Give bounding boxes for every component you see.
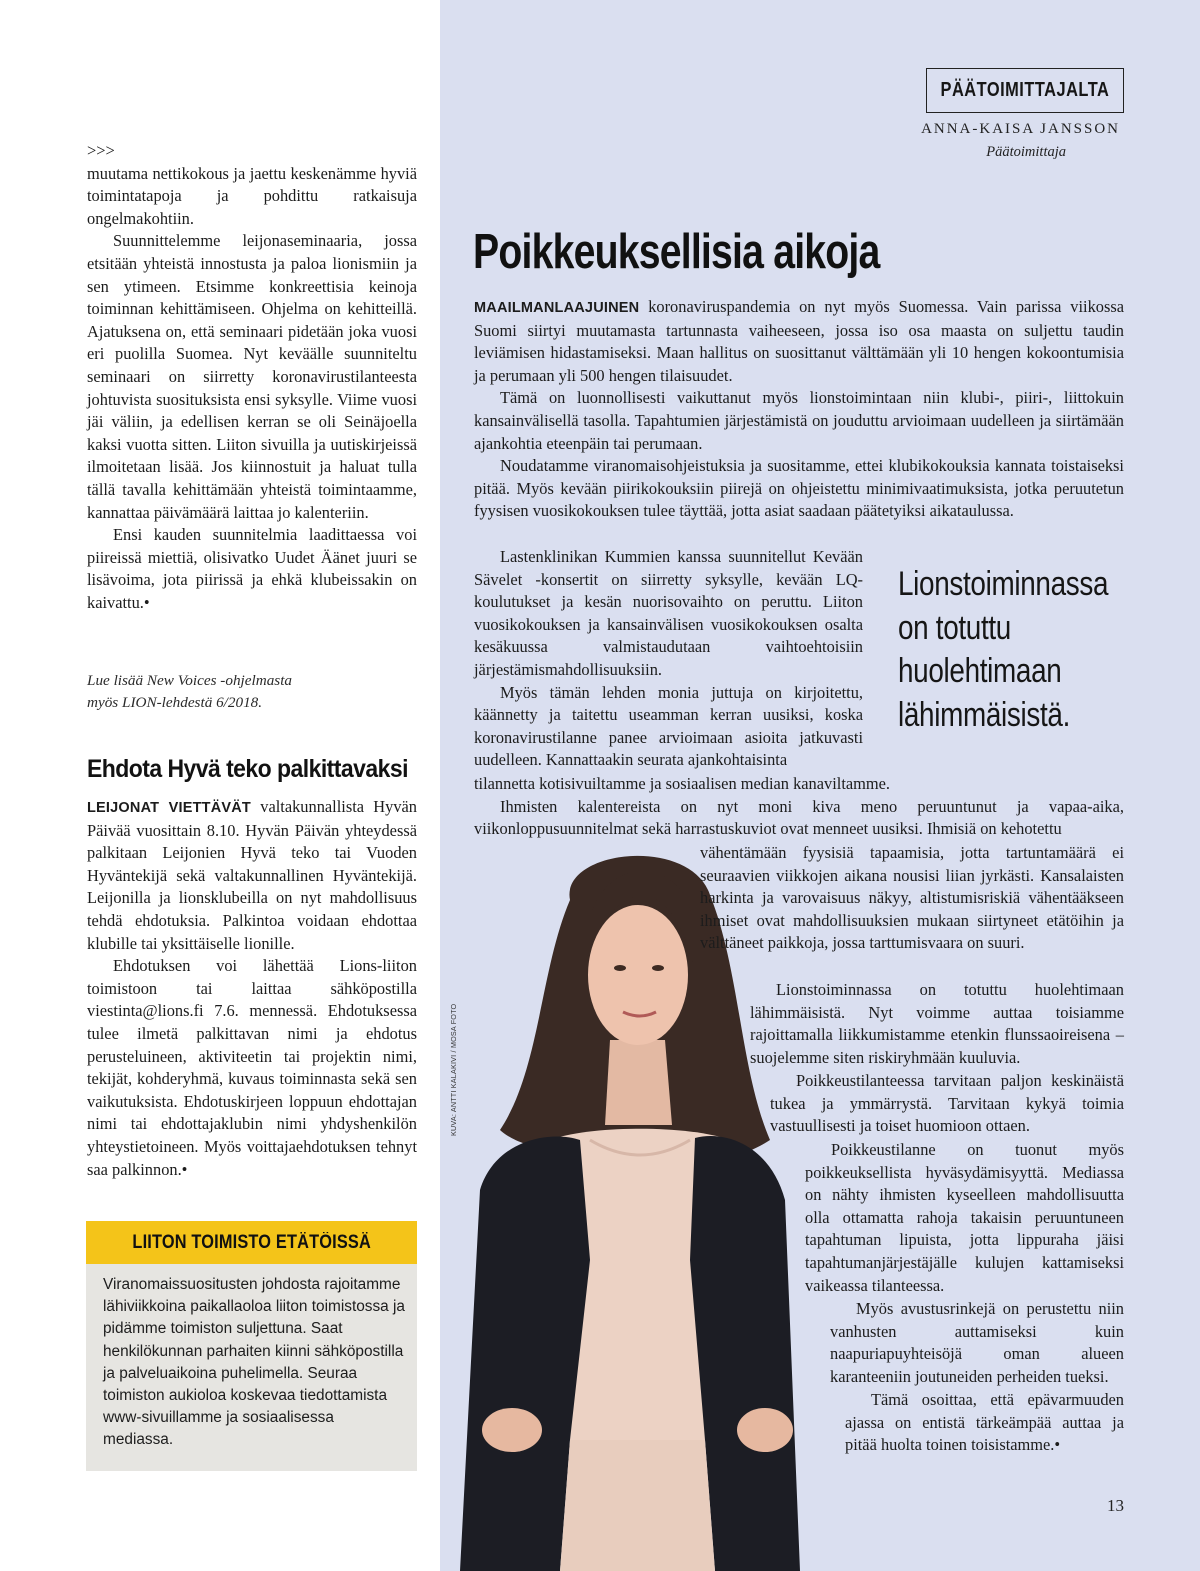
editorial-wrap-6 [845, 1389, 1124, 1457]
pull-quote-line-1: Lionstoiminnassa [898, 565, 1109, 603]
side-lead-caps: LEIJONAT VIETTÄVÄT [87, 800, 251, 816]
read-more-line-2: myös LION-lehdestä 6/2018. [87, 693, 263, 711]
continuation-marker: >>> [87, 141, 115, 160]
read-more-note [87, 670, 417, 713]
editorial-lead-caps: MAAILMANLAAJUINEN [474, 300, 640, 316]
editorial-wrap-4 [805, 1139, 1124, 1297]
editorial-paragraph-6b: vähentämään fyysisiä tapaamisia, jotta tartuntamäärä ei seuraavien viikkojen aikana nousisi liian jyrkästi. Kansalaisten harkinta ja varovaisuus näkyy, altistumisriskiä vähentääkseen ihmiset ovat mahdollisuuksien mukaan siirtyneet etätöihin ja välttäneet paikkoja, jossa tarttumisvaara on suuri. [700, 843, 1124, 953]
editorial-paragraph-11: Tämä osoittaa, että epävarmuuden ajassa on entistä tärkeämpää auttaa ja pitää huolta toinen toisistamme.• [845, 1390, 1124, 1455]
office-notice-title: LIITON TOIMISTO ETÄTÖISSÄ [86, 1221, 417, 1264]
office-notice-box [86, 1221, 417, 1471]
editorial-wrap-5 [830, 1298, 1124, 1388]
side-article-heading: Ehdota Hyvä teko palkittavaksi [87, 755, 408, 783]
editorial-paragraph-8: Poikkeustilanteessa tarvitaan paljon keskinäistä tukea ja ymmärrystä. Tarvitaan kykyä toimia vastuullisesti ja toiset huomioon ottaen. [770, 1071, 1124, 1136]
cont-paragraph-1: muutama nettikokous ja jaettu keskenämme hyviä toimintatapoja ja pohdittu ratkaisuja ongelmakohtiin. [87, 163, 417, 228]
pull-quote [898, 563, 1109, 737]
cont-paragraph-2: Suunnittelemme leijonaseminaaria, jossa etsitään yhteistä innostusta ja paloa lionismiin ja sen ytimeen. Etsimme konkreettisia keinoja toiminnan kehittämiseen. Ohjelma on kehitteillä. Ajatuksena on, että seminaari pidetään joka vuosi eri puolilla Suomea. Nyt keväälle suunniteltu seminaari on siirretty koronavirustilanteesta johtuvista suosituksista ensi syksylle. Viime vuosi jäi väliin, ja edellisen kerran se oli Seinäjoella kaksi vuotta sitten. Liiton sivuilla ja uutiskirjeissä ilmoitetaan lisää. Jos kiinnostuit ja haluat tulla tällä tavalla kehittämään yhteistä toimintaamme, kannattaa päivämäärä laittaa jo kalenteriin. [87, 231, 417, 522]
editorial-paragraph-2: Tämä on luonnollisesti vaikuttanut myös lionstoimintaan niin klubi-, piiri-, liittokuin kansainvälisellä tasolla. Tapahtumien järjestämistä on jouduttu arvioimaan uudelleen ja siirtämään ajankohtia eteenpäin tai perumaan. [474, 388, 1124, 453]
editorial-paragraph-6a: Ihmisten kalentereista on nyt moni kiva meno peruuntunut ja vapaa-aika, viikonloppusuunnitelmat sekä harrastuskuviot ovat menneet uusiksi. Ihmisiä on kehotettu [474, 796, 1124, 839]
author-name: ANNA-KAISA JANSSON [921, 121, 1120, 137]
continued-article [87, 140, 417, 614]
side-paragraph-1-text: valtakunnallista Hyvän Päivää vuosittain 8.10. Hyvän Päivän yhteydessä palkitaan Leijonien Hyvä teko tai Vuoden Hyväntekijä sekä valtakunnallinen Hyväntekijä. Leijonilla ja lionsklubeilla on nyt mahdollisuus tehdä ehdotuksia. Palkintoa voidaan ehdottaa klubille tai yksittäiselle lionille. [87, 797, 417, 953]
pull-quote-line-4: lähimmäisistä. [898, 695, 1071, 734]
editorial-wrap-1 [700, 842, 1124, 955]
editorial-paragraph-1 [474, 296, 1124, 387]
editorial-wrap-3 [770, 1070, 1124, 1138]
side-article-body [87, 796, 417, 1181]
editorial-paragraph-5-tail: tilannetta kotisivuiltamme ja sosiaalisen median kanaviltamme. [474, 774, 891, 793]
page-number: 13 [1107, 1496, 1124, 1515]
editorial-column-narrow [474, 546, 863, 772]
author-role: Päätoimittaja [986, 144, 1066, 160]
section-label: PÄÄTOIMITTAJALTA [926, 68, 1124, 113]
photo-credit: KUVA: ANTTI KALAKIVI / MOSA FOTO [449, 1003, 458, 1136]
editorial-paragraph-9: Poikkeustilanne on tuonut myös poikkeuksellista hyväsydämisyyttä. Mediassa on nähty ihmisten kyseelleen mahdollisuutta olla ottamatta rahoja takaisin peruuntuneen tapahtuman lipuista, jotta lippuraha jäisi tapahtumanjärjestäjälle kulujen kattamiseksi vaikeassa tilanteessa. [805, 1140, 1124, 1295]
editorial-paragraph-3: Noudatamme viranomaisohjeistuksia ja suositamme, ettei klubikokouksia kannata toistaiseksi pitää. Myös kevään piirikokouksiin piirejä on ohjeistettu minimivaatimuksista, jotka peruutetun fyysisen vuosikokouksen tulee täyttää, jotta asiat saadaan päätetyiksi aikataulussa. [474, 456, 1124, 521]
editorial-paragraph-5: Myös tämän lehden monia juttuja on kirjoitettu, käännetty ja taitettu useamman kerran uusiksi, koska koronavirustilanne panee arvioimaan asioita jatkuvasti uudelleen. Kannattaakin seurata ajankohtaisinta [474, 682, 863, 770]
editorial-intro [474, 296, 1124, 523]
editorial-paragraph-4: Lastenklinikan Kummien kanssa suunnitellut Kevään Sävelet -konsertit on siirretty syksylle, kevään LQ-koulutukset ja kesän nuorisovaihto on peruttu. Liiton vuosikokouksen ja kansainvälisen vuosikokouksen osalta kesäkuussa valmistaudutaan vaihtoehtoisiin järjestämismahdollisuuksiin. [474, 547, 863, 679]
editorial-wrap-2 [750, 979, 1124, 1069]
pull-quote-line-3: huolehtimaan [898, 652, 1062, 691]
side-paragraph-1 [87, 796, 417, 955]
left-column [0, 0, 440, 1571]
pull-quote-line-2: on totuttu [898, 608, 1011, 647]
editorial-paragraph-10: Myös avustusrinkejä on perustettu niin vanhusten auttamiseksi kuin naapuriapuyhteisöjä oman alueen karanteeniin joutuneiden perheiden tueksi. [830, 1299, 1124, 1386]
editorial-paragraph-1-text: koronaviruspandemia on nyt myös Suomessa. Vain parissa viikossa Suomi siirtyi muutamasta tartunnasta vaiheeseen, jossa iso osa maasta on suljettu taudin leviämisen hidastamiseksi. Maan hallitus on suosittanut välttämään yli 10 hengen kokoontumisia ja perumaan yli 500 hengen tilaisuudet. [474, 297, 1124, 385]
cont-paragraph-3: Ensi kauden suunnitelmia laadittaessa voi piireissä miettiä, olisivatko Uudet Äänet juuri se lisävoima, jota piirissä ja ehkä klubeissakin on kaivattu.• [87, 525, 417, 612]
editorial-paragraph-7: Lionstoiminnassa on totuttu huolehtimaan lähimmäisistä. Nyt voimme auttaa toisiamme rajoittamalla liikkumistamme etenkin flunssaoireisena – suojelemme siten riskiryhmään kuuluvia. [750, 980, 1124, 1067]
editorial-title: Poikkeuksellisia aikoja [473, 225, 880, 279]
office-notice-body: Viranomaissuositusten johdosta rajoitamme lähiviikkoina paikallaoloa liiton toimistossa ja pidämme toimiston suljettuna. Saat henkilökunnan parhaiten kiinni sähköpostilla ja palveluaikoina puhelimella. Seuraa toimiston aukioloa koskevaa tiedottamista www-sivuillamme ja sosiaalisessa mediassa. [103, 1276, 405, 1449]
read-more-line-1: Lue lisää New Voices -ohjelmasta [87, 672, 293, 689]
editorial-column-wide [474, 773, 1124, 841]
side-paragraph-2: Ehdotuksen voi lähettää Lions-liiton toimistoon tai laittaa sähköpostilla viestinta@lions.fi 7.6. mennessä. Ehdotuksessa tulee ilmetä palkittavan nimi ja ehdotus perusteluineen, aktiviteetin tai projektin nimi, tekijät, kohderyhmä, kuvaus toiminnasta sekä sen vaikutuksista. Ehdotuskirjeen loppuun ehdottajan nimi tai ehdottajaklubin nimi yhdyshenkilön yhteystietoineen. Myös voittajaehdotuksen tehnyt saa palkinnon.• [87, 956, 417, 1179]
